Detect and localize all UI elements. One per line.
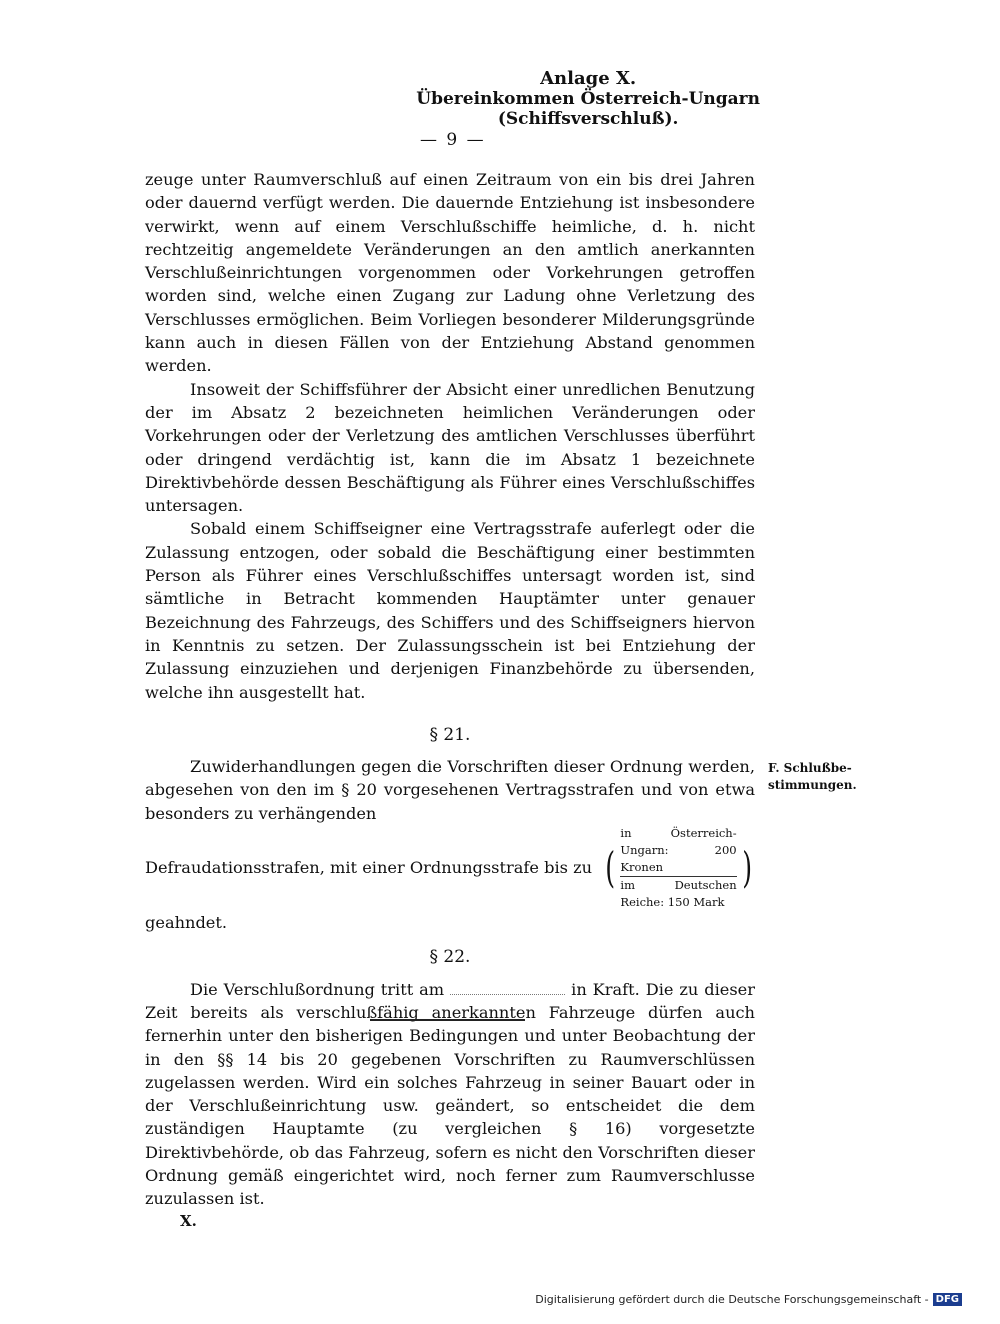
penalty-lead: Defraudationsstrafen, mit einer Ordnungsstrafe bis zu <box>145 858 593 878</box>
date-blank <box>450 984 565 995</box>
credit-text: Digitalisierung gefördert durch die Deutsche Forschungsgemeinschaft - <box>535 1293 929 1306</box>
closing-rule <box>370 1019 525 1021</box>
page-number: — 9 — <box>420 130 486 150</box>
paragraph-3: Sobald einem Schiffseigner eine Vertragsstrafe auferlegt oder die Zulassung entzogen, oder sobald die Beschäftigung einer bestimmten Person als Führer eines Verschlußschiffes untersagt worden ist, sind sämtliche in Betracht kommenden Hauptämter unter genauer Bezeichnung des Fahrzeugs, des Schiffers und des Schiffseigners hiervon in Kenntnis zu setzen. Der Zulassungsschein ist bei Entziehung der Zulassung einzuziehen und derjenigen Finanzbehörde zu übersenden, welche ihn ausgestellt hat. <box>145 519 755 702</box>
annex-label: Anlage X. <box>540 68 637 89</box>
section-22-heading: § 22. <box>429 947 471 968</box>
paragraph-2: Insoweit der Schiffsführer der Absicht einer unredlichen Benutzung der im Absatz 2 bezeichneten heimlichen Veränderungen oder Vorkehrungen oder der Verletzung des amtlichen Verschlusses überführt oder dringend verdächtig ist, kann die im Absatz 1 bezeichnete Direktivbehörde dessen Beschäftigung als Führer eines Verschlußschiffes untersagen. <box>145 379 755 516</box>
digitization-credit <box>535 1293 962 1306</box>
right-paren: ) <box>741 843 752 893</box>
penalty-alternatives <box>602 825 755 911</box>
section-21-text: Zuwiderhandlungen gegen die Vorschriften dieser Ordnung werden, abgesehen von den im § 20 vorgesehenen Vertragsstrafen und von etwa besonders zu verhängenden <box>145 757 755 823</box>
paragraph-1: zeuge unter Raumverschluß auf einen Zeitraum von ein bis drei Jahren oder dauernd verfügt werden. Die dauernde Entziehung ist insbesondere verwirkt, wenn auf einem Verschlußschiffe heimliche, d. h. nicht rechtzeitig angemeldete Veränderungen an den amtlich anerkannten Verschlußeinrichtungen vorgenommen oder Vorkehrungen getroffen worden sind, welche einen Zugang zur Ladung ohne Verletzung des Verschlusses ermöglichen. Beim Vorliegen besonderer Milderungsgründe kann auch in diesen Fällen von der Entziehung Abstand genommen werden. <box>145 170 755 376</box>
section-21-closing: geahndet. <box>145 913 228 933</box>
section-21-heading: § 21. <box>429 724 471 745</box>
body-text <box>145 168 755 1211</box>
footer-mark: X. <box>180 1212 197 1230</box>
section-22-text: Die Verschlußordnung tritt am in Kraft. Die zu dieser Zeit bereits als verschlußfähig anerkannten Fahrzeuge dürfen auch fernerhin unter den bisherigen Bedingungen und unter Beobachtung der in den §§ 14 bis 20 gegebenen Vorschriften zu Raumverschlüssen zugelassen werden. Wird ein solches Fahrzeug in seiner Bauart oder in der Verschlußeinrichtung usw. geändert, so entscheidet die dem zuständigen Hauptamte (zu vergleichen § 16) vorgesetzte Direktivbehörde, ob das Fahrzeug, sofern es nicht den Vorschriften dieser Ordnung gemäß eingerichtet wird, noch ferner zum Raumverschlusse zuzulassen ist. <box>145 979 755 1209</box>
penalty-austria: in Österreich-Ungarn: 200 Kronen <box>620 825 736 877</box>
header-title: Übereinkommen Österreich-Ungarn <box>416 89 760 109</box>
penalty-row <box>145 825 755 911</box>
penalty-germany: im Deutschen Reiche: 150 Mark <box>620 878 737 910</box>
left-paren: ( <box>605 843 616 893</box>
dfg-logo: DFG <box>933 1293 962 1306</box>
header-subtitle: (Schiffsverschluß). <box>497 109 679 129</box>
margin-note: F. Schlußbe- stimmungen. <box>768 761 857 792</box>
page-header <box>416 68 760 129</box>
